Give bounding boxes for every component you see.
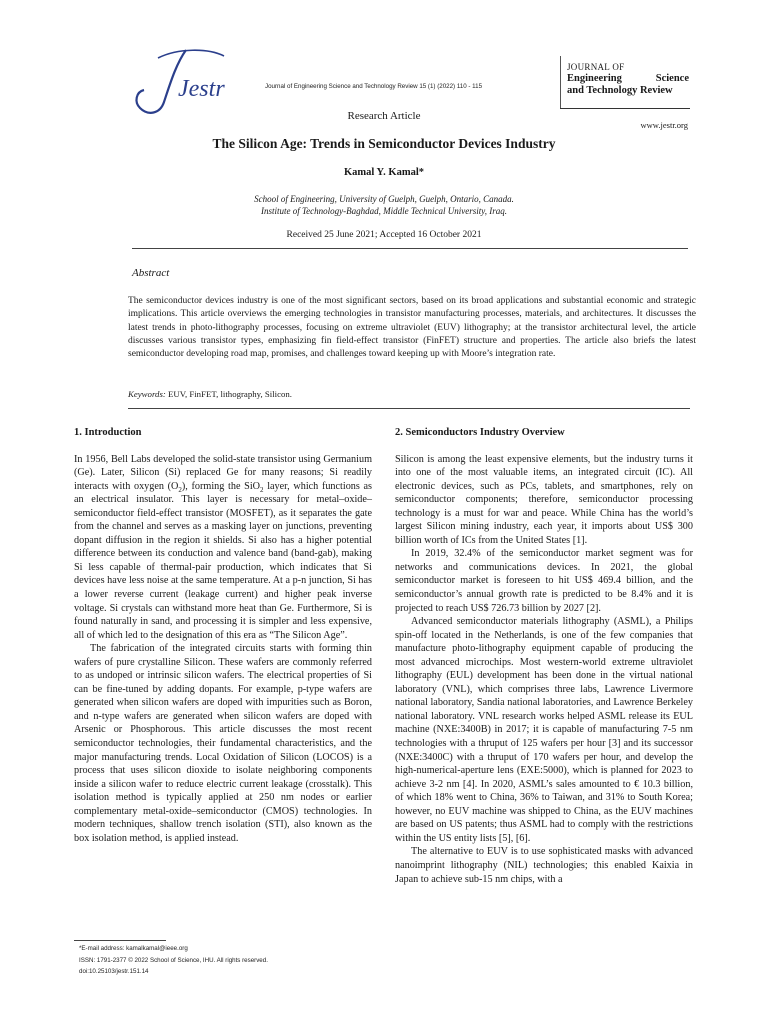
intro-paragraph-2: The fabrication of the integrated circuits starts with forming thin wafers of pure crystalline Silicon. These wafers are commonly referred to as undoped or intrinsic silicon wafers. The electrical properties of Si can be fine-tuned by adding dopants. For example, p-type wafers are generated when silicon wafers are doped with impurities such as Boron, and n-type wafers are generated when silicon wafers are doped with Arsenic or Phosphorous. This article discusses the most recent semiconductor technologies, their fundamental characteristics, and the major manufacturing trends. Local Oxidation of Silicon (LOCOS) is a process that uses silicon dioxide to isolate neighboring components inside a silicon wafer to reduce electric current leakage (crosstalk). This isolation method is typically applied at 250 nm nodes or earlier complementary metal-oxide–semiconductor (CMOS) technologies. In modern techniques, shallow trench isolation (STI), also known as the box isolation method, is applied instead. [74,643,372,844]
overview-paragraph-4: The alternative to EUV is to use sophisticated masks with advanced nanoimprint lithography (NIL) technologies; this enabled Kaixia in Japan to achieve sub-15 nm chips, with a [395,846,693,885]
journal-name-line2 [567,73,689,86]
abstract-text: The semiconductor devices industry is one of the most significant sectors, based on its broad applications and substantial economic and strategic implications. This article overviews the emerging technologies in transistor manufacturing processes, materials, and architectures. It discusses the latest trends in photo-lithography processes, focusing on extreme ultraviolet (EUV) lithography; at the transistor architectural level, the article discusses various transistor types, emphasizing fin field-effect transistor (FinFET) structure and properties. The article also briefs the latest semiconductor developing road map, promises, and challenges toward keeping up with Moore’s integration rate. [128,296,696,360]
column-left [74,426,372,845]
section-heading-industry-overview: 2. Semiconductors Industry Overview [395,427,565,438]
received-dates: Received 25 June 2021; Accepted 16 October 2021 [286,230,482,240]
article-author: Kamal Y. Kamal* [343,167,425,178]
overview-paragraph-1: Silicon is among the least expensive elements, but the industry turns it into one of the most valuable items, an integrated circuit (IC). All electronic devices, such as PCs, tablets, and smartphones, rely on semiconductor components; therefore, semiconductor processing technology is a must for war and peace. While China has the world’s largest Silicon mining industry, each year, it imports about US$ 300 billion worth of ICs from the United States [1]. [395,453,693,546]
footnote-doi: doi:10.25103/jestr.151.14 [79,968,149,975]
journal-url[interactable]: www.jestr.org [640,120,688,130]
intro-paragraph-1: In 1956, Bell Labs developed the solid-state transistor using Germanium (Ge). Later, Silicon (Si) replaced Ge for many reasons; Si readily interacts with oxygen $(O_2)$, forming the SiO$_2$ layer, which functions as an electrical insulator. This layer is necessary for metal–oxide–semiconductor field-effect transistor (MOSFET), as it separates the gate from the channel and serves as a masking layer on junctions, preventing dopant diffusion in the region it shields. Si also has a higher potential difference between its conduction and valence band (band-gab), making Si less capable of thermal-pair production, which indicates that Si devices have less noise at the same temperature. At a p-n junction, Si has a lower reverse current (leakage current) and higher peak inverse voltage. Si crystals can withstand more heat than Ge. Furthermore, Si is found naturally in sand, and processing it is simpler and less expensive, all of which led to the designation of this era as “The Silicon Age”. [74,453,373,641]
journal-box-rule [560,108,690,109]
journal-name-line2b: Science [655,72,689,84]
article-type: Research Article [347,110,421,122]
divider-bottom [128,408,690,409]
divider-top [132,248,688,249]
affiliation-2: Institute of Technology-Baghdad, Middle Technical University, Iraq. [260,206,508,216]
journal-name-line2a: Engineering [567,72,622,84]
footnote-issn: ISSN: 1791-2377 © 2022 School of Science, IHU. All rights reserved. [79,957,268,964]
journal-name-box [567,62,689,98]
footnote-email: *E-mail address: kamalkamal@ieee.org [79,945,188,952]
journal-name-line3: and Technology Review [567,85,673,97]
abstract-heading: Abstract [132,267,170,279]
section-heading-introduction: 1. Introduction [74,427,142,438]
keywords [128,389,292,399]
keywords-list: EUV, FinFET, lithography, Silicon. [168,389,292,399]
overview-paragraph-2: In 2019, 32.4% of the semiconductor market segment was for networks and communications devices. In 2021, the global semiconductor market is foreseen to hit US$ 469.4 billion, and the semiconductor’s annual growth rate is predicted to be 8.4% and it is projected to reach US$ 726.73 billion by 2027 [2]. [395,548,693,614]
journal-citation: Journal of Engineering Science and Technology Review 15 (1) (2022) 110 - 115 [265,83,483,90]
column-right [395,426,693,886]
affiliation-1: School of Engineering, University of Guelph, Guelph, Ontario, Canada. [254,194,514,204]
journal-box-divider [560,56,561,108]
keywords-label: Keywords: [128,389,166,399]
journal-logo [128,44,228,120]
journal-name-line1: JOURNAL OF [567,62,625,72]
article-title: The Silicon Age: Trends in Semiconductor Devices Industry [212,136,556,151]
footnote-rule [74,940,166,941]
logo-text: Jestr [178,76,225,102]
overview-paragraph-3: Advanced semiconductor materials lithography (ASML), a Philips spin-off located in the Netherlands, is one of the few companies that manufacture photo-lithography equipment capable of producing the most advanced microchips. Most western-world extreme ultraviolet lithography (EUL) development has been done in the virtual national laboratory (VNL), which comprises three labs, Lawrence Livermore national laboratory, Sandia national laboratories, and Lawrence Berkeley national laboratory. VNL research works helped ASML release its EUL machine (NXE:3400B) in 2017; it is capable of manufacturing 7-5 nm technologies with a thruput of 125 wafers per hour [3] and its successor (NXE:3400C) with a thruput of 170 wafers per hour, and develop the high-numerical-aperture lens (EXE:5000), which is planned for 2023 to achieve 3-2 nm [4]. In 2020, ASML’s sales amounted to € 10.3 billion, of which 18% went to China, 36% to Taiwan, and 31% to South Korea; however, no EUV machine was shipped to China, as the EUV machines are based on US patents; thus ASML had to comply with the restrictions within the US entity lists [5], [6]. [395,616,693,844]
